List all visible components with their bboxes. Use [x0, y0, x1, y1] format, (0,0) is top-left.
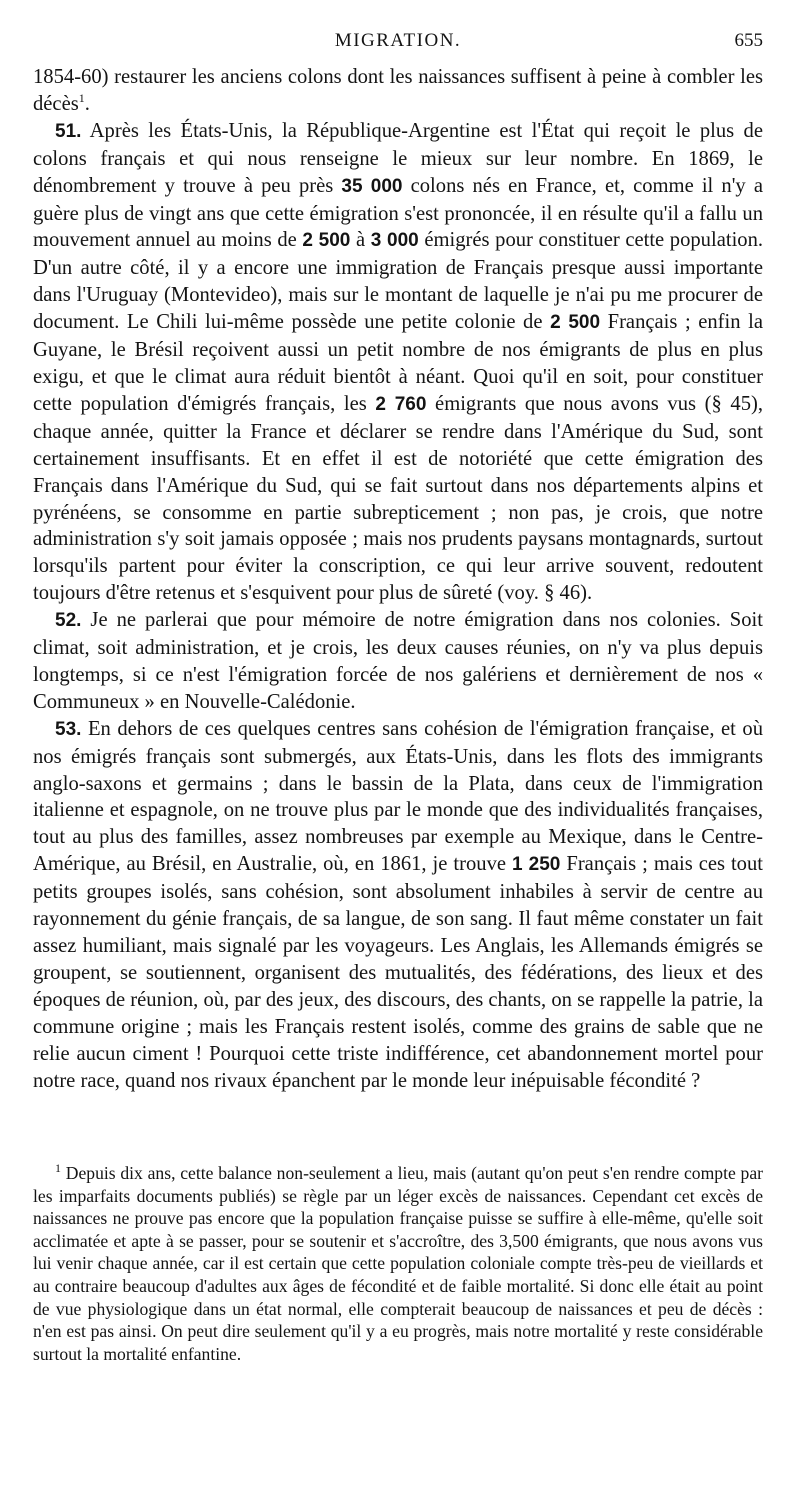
paragraph-text: à — [350, 229, 371, 252]
paragraph-continued — [33, 64, 763, 118]
paragraph-text: Français ; enfin la Guyane, le Brésil reçoivent aussi un petit nombre de nos émigrants de plus en plus exigu, et que le climat aura réduit bientôt à néant. Quoi qu'il en soit, pour constituer cette population d'émigrés français, les — [33, 311, 763, 415]
paragraph-51 — [33, 118, 763, 607]
running-title: MIGRATION. — [334, 30, 462, 51]
paragraph-text: émigrants que nous avons vus (§ 45), chaque année, quitter la France et déclarer se rendre dans l'Amérique du Sud, sont certainement insuffisants. Et en effet il est de notoriété que cette émigration des Français dans l'Amérique du Sud, qui se fait surtout dans nos départements alpins et pyrénéens, se consomme en partie subrepticement ; non pas, je crois, que notre administration s'y soit jamais opposée ; mais nos prudents paysans montagnards, surtout lorsqu'ils partent pour éviter la conscription, ce qui leur arrive souvent, redoutent toujours d'être retenus et s'esquivent pour plus de sûreté (voy. § 46). — [33, 392, 763, 605]
paragraph-number: 53. — [55, 718, 82, 740]
page-number: 655 — [734, 30, 763, 51]
figure-number: 2 500 — [302, 230, 351, 252]
footnote-marker: 1 — [55, 1161, 61, 1176]
paragraph-text: colons nés en France, et, comme il n'y a guère plus de vingt ans que cette émigration s'est prononcée, il en résulte qu'il a fallu un mouvement annuel au moins de — [33, 174, 763, 252]
paragraph-text: . — [84, 92, 90, 115]
paragraph-text: Français ; mais ces tout petits groupes isolés, sans cohésion, sont absolument inhabiles à servir de centre au rayonnement du génie français, de sa langue, de son sang. Il faut même constater un fait assez humiliant, mais signalé par les voyageurs. Les Anglais, les Allemands émigrés se groupent, se soutiennent, organisent des mutualités, des fédérations, des lieux et des époques de réunion, où, par des jeux, des discours, des chants, on se rappelle la patrie, la commune origine ; mais les Français restent isolés, comme des grains de sable que ne relie aucun ciment ! Pourquoi cette triste indifférence, cet abandonnement mortel pour notre race, quand nos rivaux épanchent par le monde leur inépuisable fécondité ? — [33, 853, 764, 1092]
paragraph-number: 51. — [55, 120, 82, 142]
figure-number: 1 250 — [512, 854, 561, 876]
paragraph-text: Après les États-Unis, la République-Argentine est l'État qui reçoit le plus de colons français et qui nous renseigne le mieux sur leur nombre. En 1869, le dénombrement y trouve à peu près — [33, 119, 763, 197]
footnote-reference[interactable]: 1 — [78, 91, 85, 106]
footnote-text: Depuis dix ans, cette balance non-seulement a lieu, mais (autant qu'on peut s'en rendre compte par les imparfaits documents publiés) se règle par un léger excès de naissances. Cependant cet excès de naissances ne prouve pas encore que la population française puisse se suffire à elle-même, qu'elle soit acclimatée et apte à se passer, pour se soutenir et s'accroître, des 3,500 émigrants, que nous avons vus lui venir chaque année, car il est certain que cette population coloniale compte très-peu de vieillards et au contraire beaucoup d'adultes aux âges de fécondité et de faible mortalité. Si donc elle était au point de vue physiologique dans un état normal, elle compterait beaucoup de naissances et peu de décès : n'en est pas ainsi. On peut dire seulement qu'il y a eu progrès, mais notre mortalité y reste considérable surtout la mortalité enfantine. — [33, 1163, 763, 1364]
figure-number: 3 000 — [370, 230, 419, 252]
paragraph-text: émigrés pour constituer cette population. D'un autre côté, il y a encore une immigration de Français presque aussi importante dans l'Uruguay (Montevideo), mais sur le montant de laquelle je n'ai pu me procurer de document. Le Chili lui-même possède une petite colonie de — [33, 229, 764, 334]
main-text — [33, 64, 763, 1094]
paragraph-number: 52. — [55, 610, 82, 632]
footnote-1 — [33, 1162, 763, 1365]
paragraph-text: 1854-60) restaurer les anciens colons dont les naissances suffisent à peine à combler les décès — [33, 66, 763, 115]
paragraph-text: Je ne parlerai que pour mémoire de notre émigration dans nos colonies. Soit climat, soit administration, et je crois, les deux causes réunies, on n'y va plus depuis longtemps, si ce n'est l'émigration forcée de nos galériens et dernièrement de nos « Communeux » en Nouvelle-Calédonie. — [33, 609, 763, 713]
paragraph-text: En dehors de ces quelques centres sans cohésion de l'émigration française, et où nos émigrés français sont submergés, aux États-Unis, dans les flots des immigrants anglo-saxons et germains ; dans le bassin de la Plata, dans ceux de l'immigration italienne et espagnole, on ne trouve plus par le monde que des individualités françaises, tout au plus des familles, assez nombreuses par exemple au Mexique, dans le Centre-Amérique, au Brésil, en Australie, où, en 1861, je trouve — [33, 717, 763, 876]
paragraph-53 — [33, 716, 763, 1095]
figure-number: 2 500 — [550, 312, 601, 334]
figure-number: 35 000 — [341, 175, 403, 197]
figure-number: 2 760 — [375, 393, 427, 415]
page-header — [33, 30, 763, 58]
paragraph-52 — [33, 607, 763, 716]
footnotes — [33, 1162, 763, 1365]
